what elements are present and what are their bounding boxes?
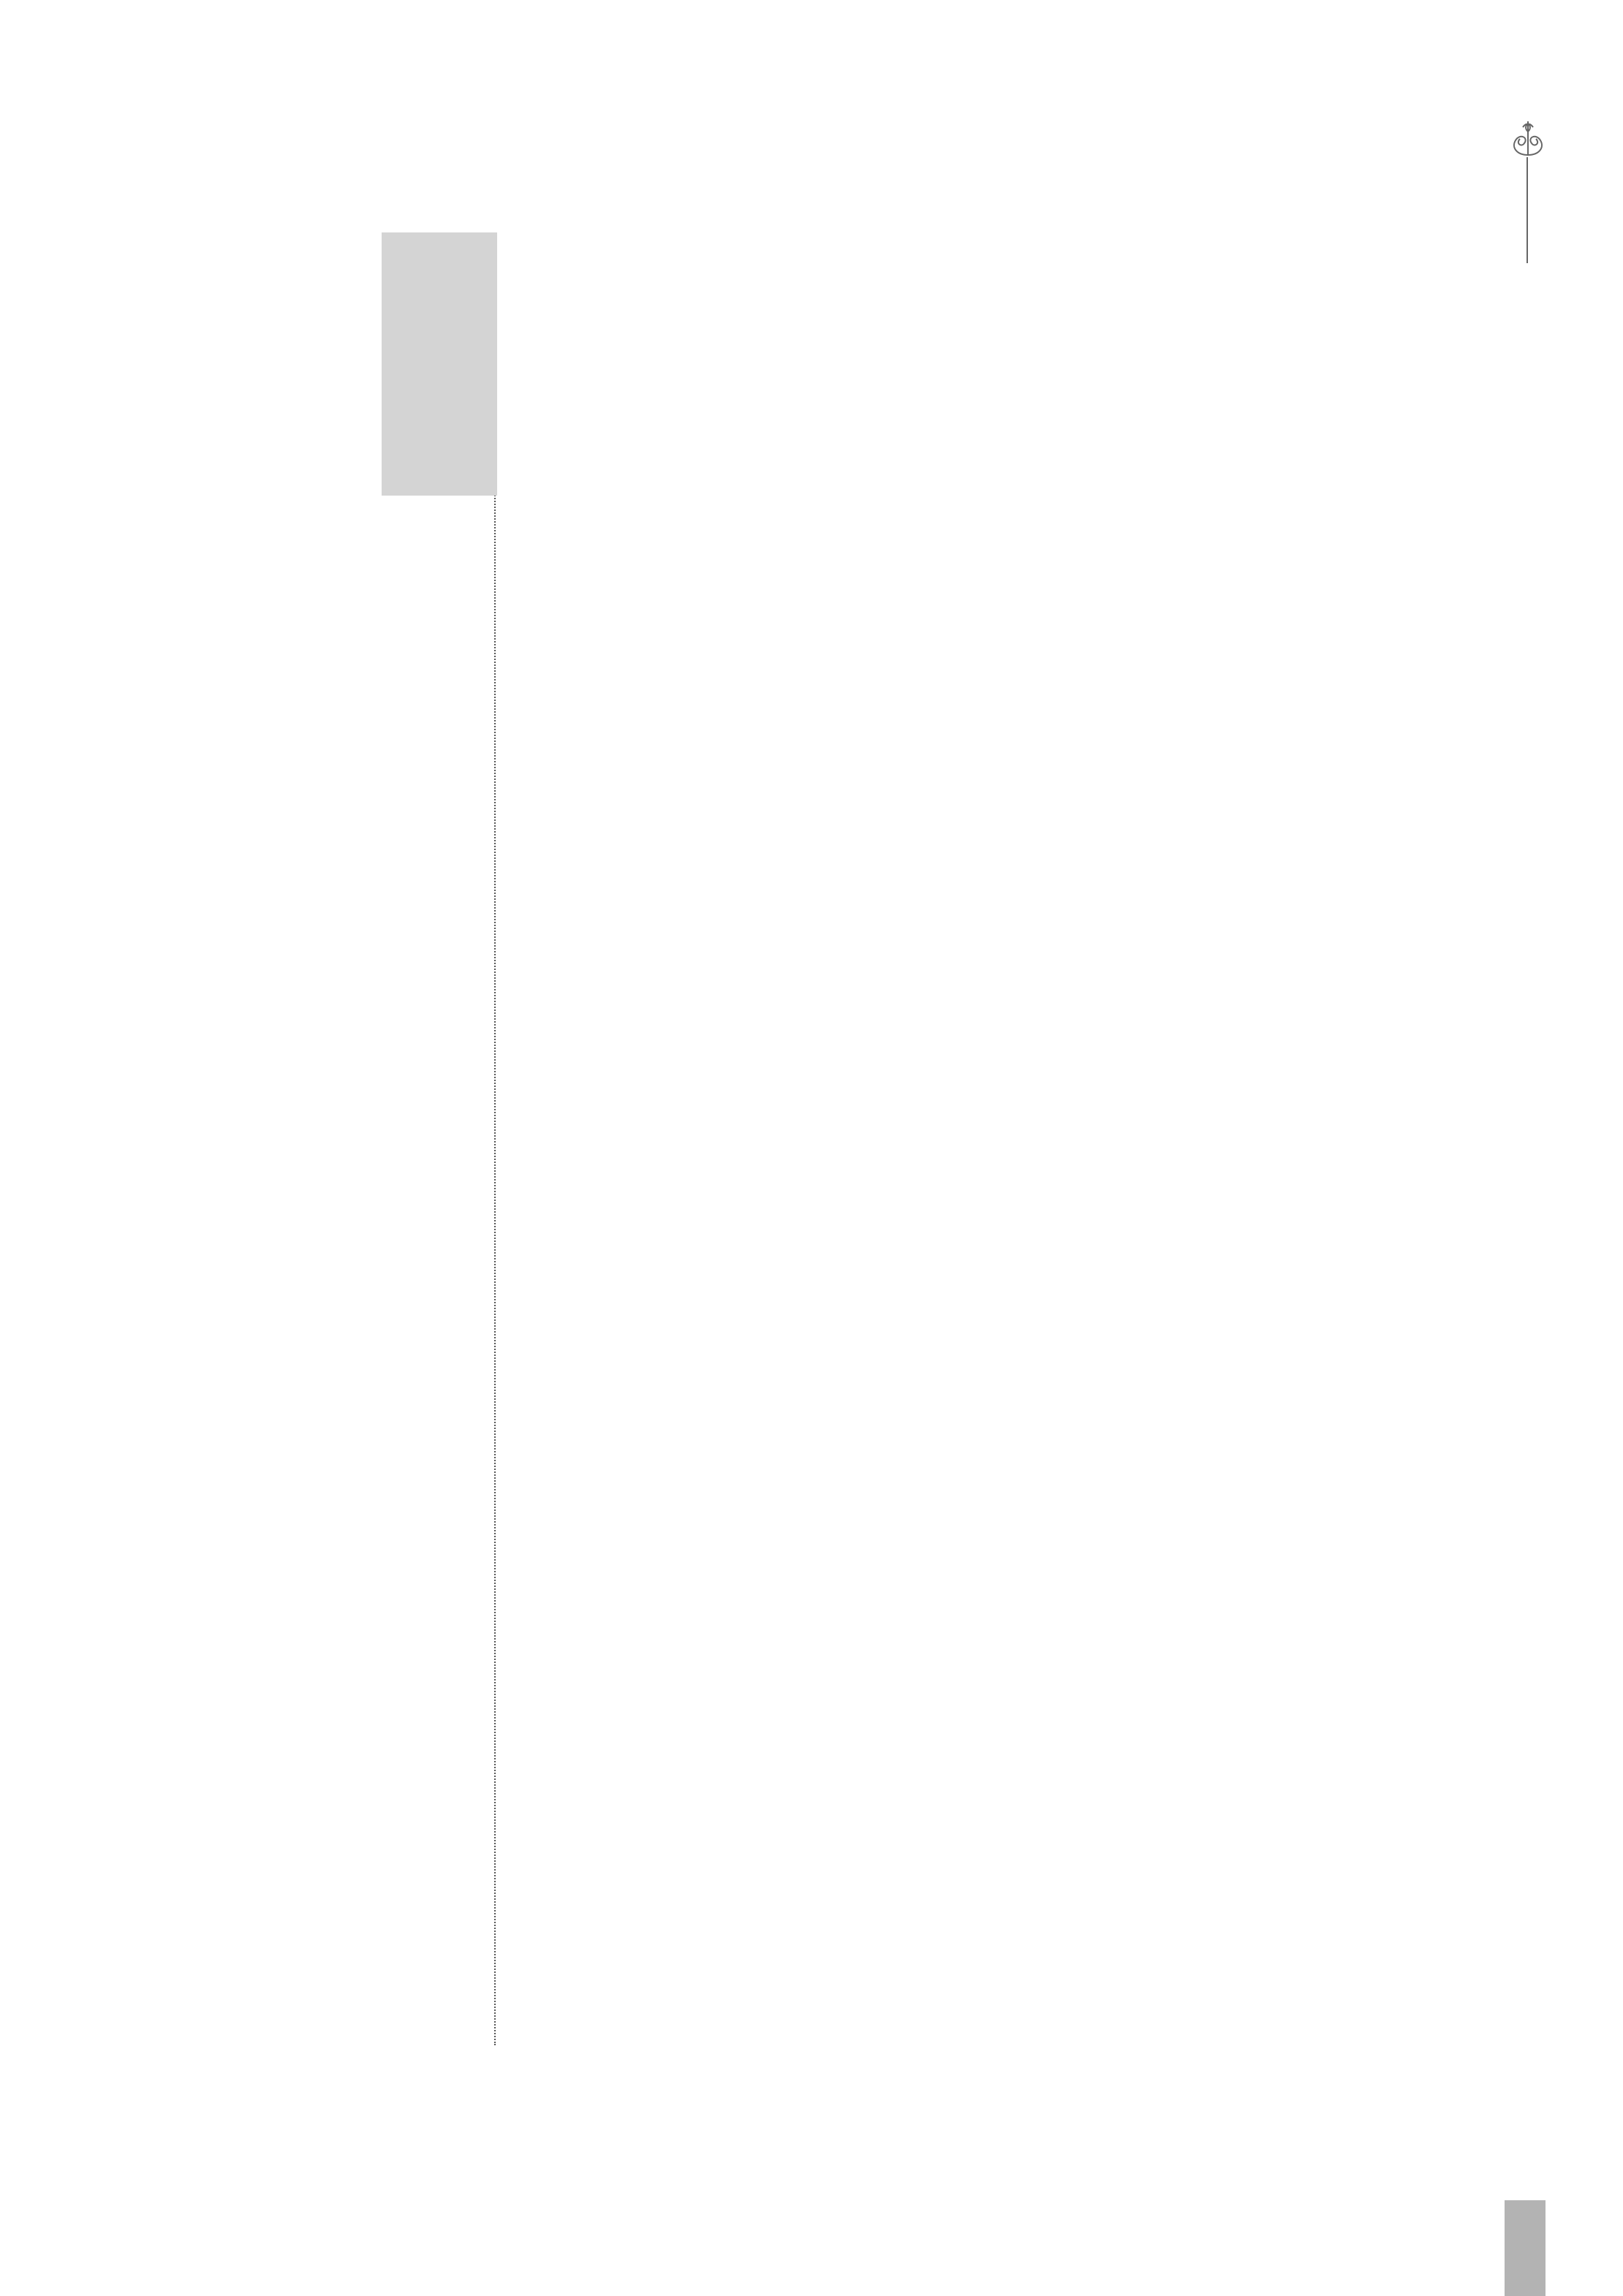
body-paragraph: [1009, 232, 1097, 2045]
section-label-box: [382, 232, 497, 496]
page-number: [1484, 2120, 1572, 2171]
section-title: [409, 512, 461, 1754]
body-paragraph: [570, 232, 658, 2045]
section-text: [219, 232, 351, 2045]
body-paragraph: [1214, 232, 1301, 2045]
header-ornament-icon: [1502, 117, 1554, 161]
body-paragraph: [509, 232, 560, 2045]
section-number: [425, 475, 455, 497]
body-paragraph: [790, 232, 877, 2045]
page-heading: [1115, 232, 1159, 539]
header-rule: [1526, 157, 1528, 263]
section-label: [418, 247, 462, 466]
running-header: [1455, 314, 1543, 1265]
body-paragraph: [680, 232, 768, 2045]
body-paragraph: [1345, 232, 1455, 2045]
page-edge-tab: [1505, 2200, 1546, 2296]
section-divider: [494, 232, 496, 2045]
body-paragraph: [899, 232, 987, 2045]
